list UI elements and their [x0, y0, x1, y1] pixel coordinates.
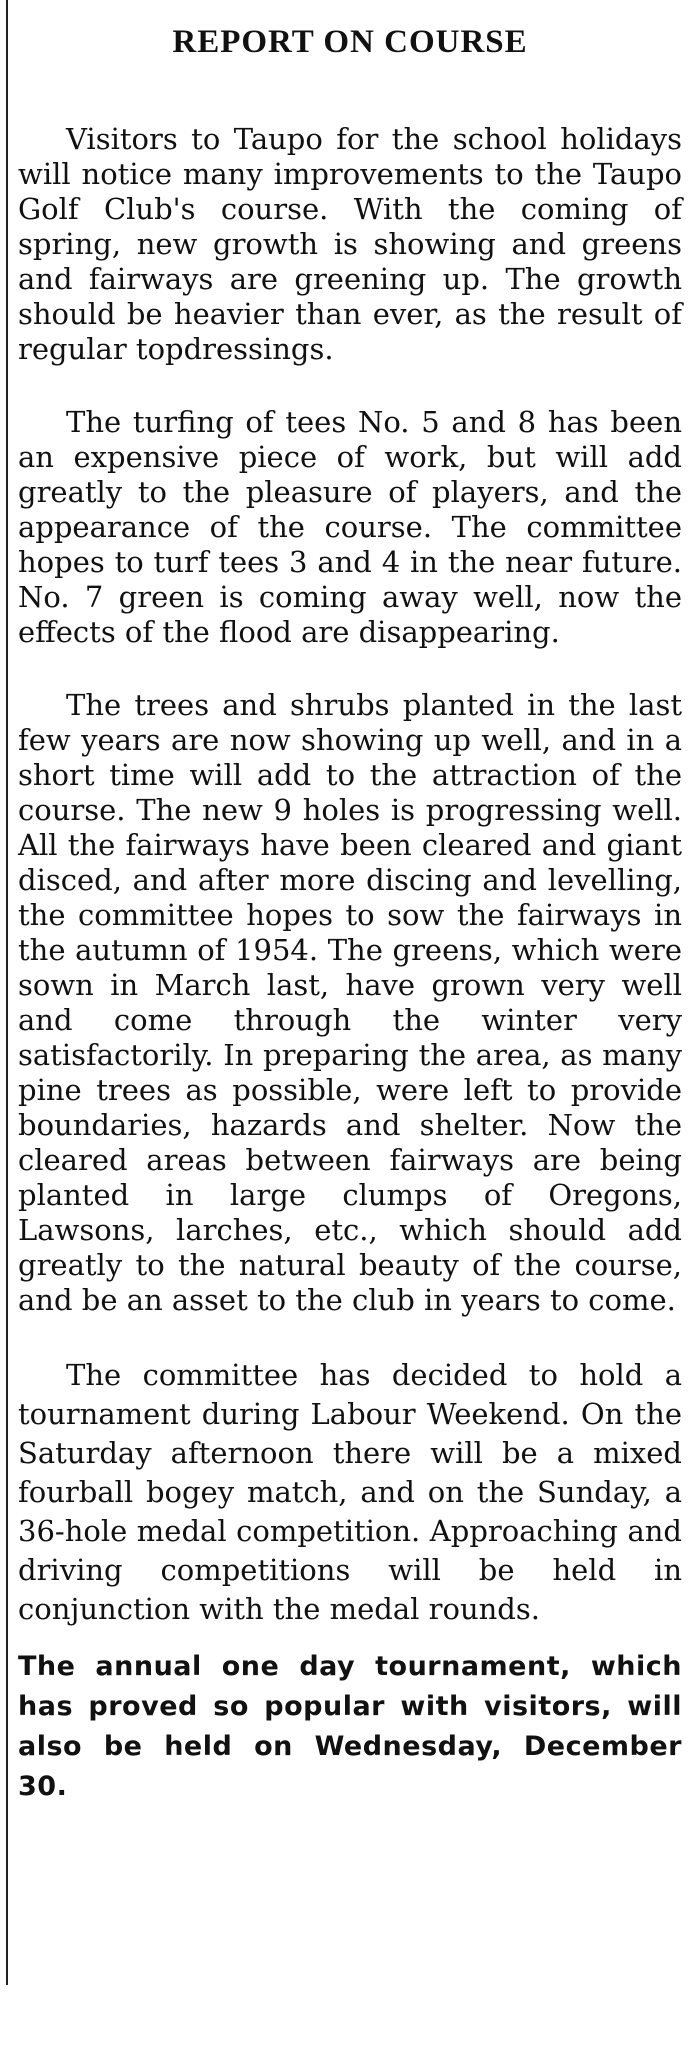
paragraph-trees-and-new-holes: The trees and shrubs planted in the last few years are now showing up well, and in a short time will add to the attraction of the course. The new 9 holes is progressing well. All the fairways have been cleared and giant disced, and after more discing and levelling, the committee hopes to sow the fairways in the autumn of 1954. The greens, which were sown in March last, have grown very well and come through the winter very satisfactorily. In preparing the area, as many pine trees as possible, were left to provide boundaries, hazards and shelter. Now the cleared areas between fairways are being planted in large clumps of Oregons, Lawsons, larches, etc., which should add greatly to the natural beauty of the course, and be an asset to the club in years to come. [18, 688, 682, 1317]
paragraph-annual-tournament: The annual one day tournament, which has proved so popular with visitors, will also be held on Wednesday, December 30. [18, 1651, 682, 1802]
paragraph-tee-turfing: The turfing of tees No. 5 and 8 has been an expensive piece of work, but will add greatly to the pleasure of players, and the appearance of the course. The committee hopes to turf tees 3 and 4 in the near future. No. 7 green is coming away well, now the effects of the flood are disappearing. [18, 405, 682, 649]
article-column [18, 0, 682, 1807]
paragraph-labour-weekend-tournament: The committee has decided to hold a tournament during Labour Weekend. On the Saturday afternoon there will be a mixed fourball bogey match, and on the Sunday, a 36-hole medal competition. Approaching and driving competitions will be held in conjunction with the medal rounds. [18, 1358, 682, 1626]
paragraph-school-holidays: Visitors to Taupo for the school holidays will notice many improvements to the Taupo Golf Club's course. With the coming of spring, new growth is showing and greens and fairways are greening up. The growth should be heavier than ever, as the result of regular topdressings. [18, 122, 682, 366]
article-headline: REPORT ON COURSE [172, 24, 528, 60]
column-rule [6, 0, 8, 1985]
